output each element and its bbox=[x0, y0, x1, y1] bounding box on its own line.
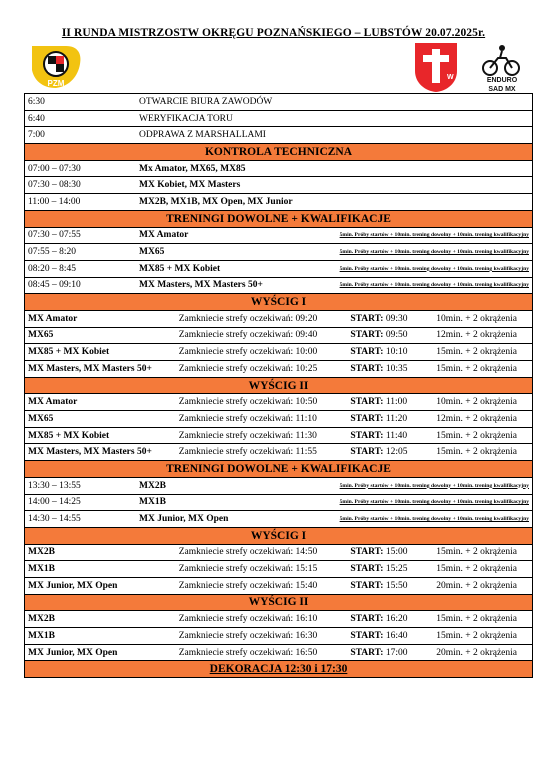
enduro-logo bbox=[476, 42, 524, 94]
svg-text:W: W bbox=[447, 74, 454, 81]
training-row: 14:00 – 14:25 MX1B 5min. Próby startów + 10min. trening dowolny + 10min. trening kwalifikacyjny bbox=[25, 494, 533, 511]
race-row: MX Junior, MX Open Zamkniecie strefy oczekiwań: 16:50 START: 17:00 20min. + 2 okrążenia bbox=[25, 644, 533, 661]
race-row: MX Masters, MX Masters 50+ Zamkniecie strefy oczekiwań: 10:25 START: 10:35 15min. + 2 okrążenia bbox=[25, 361, 533, 378]
svg-text:SAD MX: SAD MX bbox=[488, 86, 516, 93]
race-row: MX85 + MX Kobiet Zamkniecie strefy oczekiwań: 11:30 START: 11:40 15min. + 2 okrążenia bbox=[25, 427, 533, 444]
race-row: MX Masters, MX Masters 50+ Zamkniecie strefy oczekiwań: 11:55 START: 12:05 15min. + 2 okrążenia bbox=[25, 444, 533, 461]
section-header-kontrola: KONTROLA TECHNICZNA bbox=[25, 144, 533, 161]
section-header-wyscig-1: WYŚCIG I bbox=[25, 294, 533, 311]
coat-of-arms-icon bbox=[413, 41, 459, 93]
svg-text:ENDURO: ENDURO bbox=[486, 77, 518, 84]
race-row: MX2B Zamkniecie strefy oczekiwań: 16:10 START: 16:20 15min. + 2 okrążenia bbox=[25, 611, 533, 628]
pzm-logo-text: PZM bbox=[47, 79, 65, 88]
race-row: MX Amator Zamkniecie strefy oczekiwań: 09:20 START: 09:30 10min. + 2 okrążenia bbox=[25, 310, 533, 327]
section-header-wyscig-2: WYŚCIG II bbox=[25, 377, 533, 394]
race-row: MX65 Zamkniecie strefy oczekiwań: 11:10 START: 11:20 12min. + 2 okrążenia bbox=[25, 411, 533, 428]
race-row: MX1B Zamkniecie strefy oczekiwań: 16:30 START: 16:40 15min. + 2 okrążenia bbox=[25, 628, 533, 645]
race-row: MX Amator Zamkniecie strefy oczekiwań: 10:50 START: 11:00 10min. + 2 okrążenia bbox=[25, 394, 533, 411]
training-row: 08:20 – 8:45 MX85 + MX Kobiet 5min. Próby startów + 10min. trening dowolny + 10min. trening kwalifikacyjny bbox=[25, 260, 533, 277]
training-row: 07:55 – 8:20 MX65 5min. Próby startów + 10min. trening dowolny + 10min. trening kwalifikacyjny bbox=[25, 244, 533, 261]
training-row: 13:30 – 13:55 MX2B 5min. Próby startów + 10min. trening dowolny + 10min. trening kwalifikacyjny bbox=[25, 477, 533, 494]
section-header-treningi: TRENINGI DOWOLNE + KWALIFIKACJE bbox=[25, 210, 533, 227]
section-header-wyscig-2b: WYŚCIG II bbox=[25, 594, 533, 611]
kontrola-row: 07:30 – 08:30 MX Kobiet, MX Masters bbox=[25, 177, 533, 194]
training-row: 08:45 – 09:10 MX Masters, MX Masters 50+ 5min. Próby startów + 10min. trening dowolny + 10min. trening kwalifikacyjny bbox=[25, 277, 533, 294]
section-header-wyscig-1b: WYŚCIG I bbox=[25, 527, 533, 544]
race-row: MX85 + MX Kobiet Zamkniecie strefy oczekiwań: 10:00 START: 10:10 15min. + 2 okrążenia bbox=[25, 344, 533, 361]
training-row: 14:30 – 14:55 MX Junior, MX Open 5min. Próby startów + 10min. trening dowolny + 10min. trening kwalifikacyjny bbox=[25, 511, 533, 528]
page-title: II RUNDA MISTRZOSTW OKRĘGU POZNAŃSKIEGO – LUBSTÓW 20.07.2025r. bbox=[61, 27, 486, 39]
section-header-treningi-2: TRENINGI DOWOLNE + KWALIFIKACJE bbox=[25, 461, 533, 478]
kontrola-row: 07:00 – 07:30 Mx Amator, MX65, MX85 bbox=[25, 160, 533, 177]
section-header-dekoracja: DEKORACJA 12:30 i 17:30 bbox=[25, 661, 533, 678]
training-row: 07:30 – 07:55 MX Amator 5min. Próby startów + 10min. trening dowolny + 10min. trening kwalifikacyjny bbox=[25, 227, 533, 244]
opening-row: 6:30 OTWARCIE BIURA ZAWODÓW bbox=[25, 94, 533, 111]
opening-row: 7:00 ODPRAWA Z MARSHALLAMI bbox=[25, 127, 533, 144]
schedule-table bbox=[24, 93, 533, 678]
race-row: MX Junior, MX Open Zamkniecie strefy oczekiwań: 15:40 START: 15:50 20min. + 2 okrążenia bbox=[25, 577, 533, 594]
race-row: MX2B Zamkniecie strefy oczekiwań: 14:50 START: 15:00 15min. + 2 okrążenia bbox=[25, 544, 533, 561]
race-row: MX1B Zamkniecie strefy oczekiwań: 15:15 START: 15:25 15min. + 2 okrążenia bbox=[25, 561, 533, 578]
pzm-logo bbox=[28, 42, 84, 90]
race-row: MX65 Zamkniecie strefy oczekiwań: 09:40 START: 09:50 12min. + 2 okrążenia bbox=[25, 327, 533, 344]
opening-row: 6:40 WERYFIKACJA TORU bbox=[25, 110, 533, 127]
kontrola-row: 11:00 – 14:00 MX2B, MX1B, MX Open, MX Junior bbox=[25, 194, 533, 211]
